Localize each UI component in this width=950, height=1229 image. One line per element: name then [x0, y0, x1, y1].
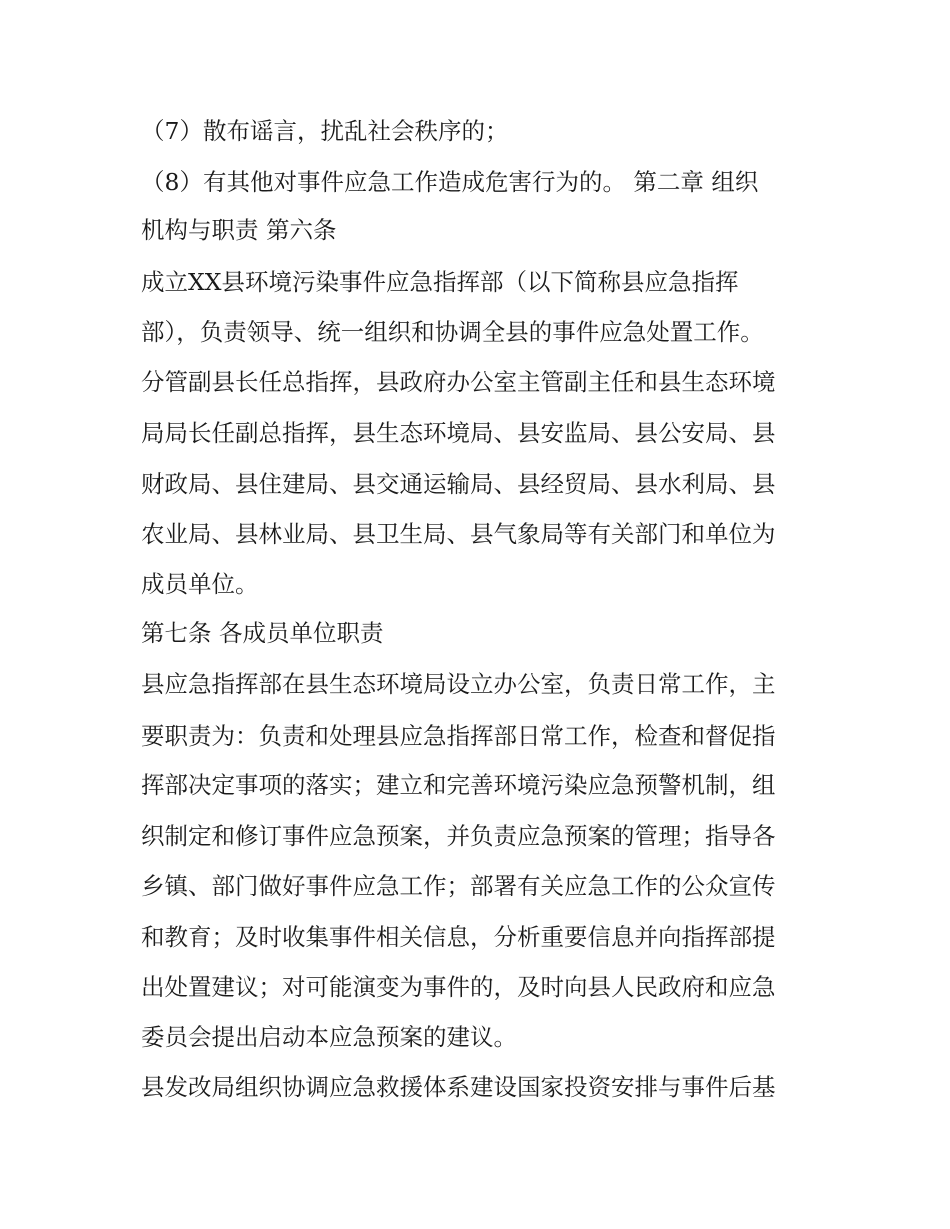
text-line: 织制定和修订事件应急预案，并负责应急预案的管理；指导各 [141, 822, 776, 850]
text-line: 出处置建议；对可能演变为事件的，及时向县人民政府和应急 [141, 973, 776, 1001]
text-line: 委员会提出启动本应急预案的建议。 [141, 1023, 517, 1051]
text-line: 县应急指挥部在县生态环境局设立办公室，负责日常工作，主 [141, 670, 776, 698]
text-line: 部），负责领导、统一组织和协调全县的事件应急处置工作。 [141, 318, 764, 346]
text-line: 局局长任副总指挥，县生态环境局、县安监局、县公安局、县 [141, 419, 776, 447]
text-line: 挥部决定事项的落实；建立和完善环境污染应急预警机制，组 [141, 771, 776, 799]
text-line: 县发改局组织协调应急救援体系建设国家投资安排与事件后基 [141, 1073, 776, 1101]
text-line: 要职责为：负责和处理县应急指挥部日常工作，检查和督促指 [141, 722, 776, 750]
text-line: 和教育；及时收集事件相关信息，分析重要信息并向指挥部提 [141, 923, 776, 951]
text-line: 财政局、县住建局、县交通运输局、县经贸局、县水利局、县 [141, 470, 776, 498]
text-line: （8）有其他对事件应急工作造成危害行为的。 第二章 组织 [141, 168, 759, 196]
text-line: （7）散布谣言，扰乱社会秩序的； [141, 117, 509, 145]
text-line: 成立XX县环境污染事件应急指挥部（以下简称县应急指挥 [141, 268, 739, 296]
text-line: 乡镇、部门做好事件应急工作；部署有关应急工作的公众宣传 [141, 872, 776, 900]
text-line: 第七条 各成员单位职责 [141, 619, 384, 647]
text-line: 成员单位。 [141, 570, 259, 598]
text-line: 机构与职责 第六条 [141, 216, 337, 244]
text-line: 农业局、县林业局、县卫生局、县气象局等有关部门和单位为 [141, 520, 776, 548]
text-line: 分管副县长任总指挥，县政府办公室主管副主任和县生态环境 [141, 368, 776, 396]
